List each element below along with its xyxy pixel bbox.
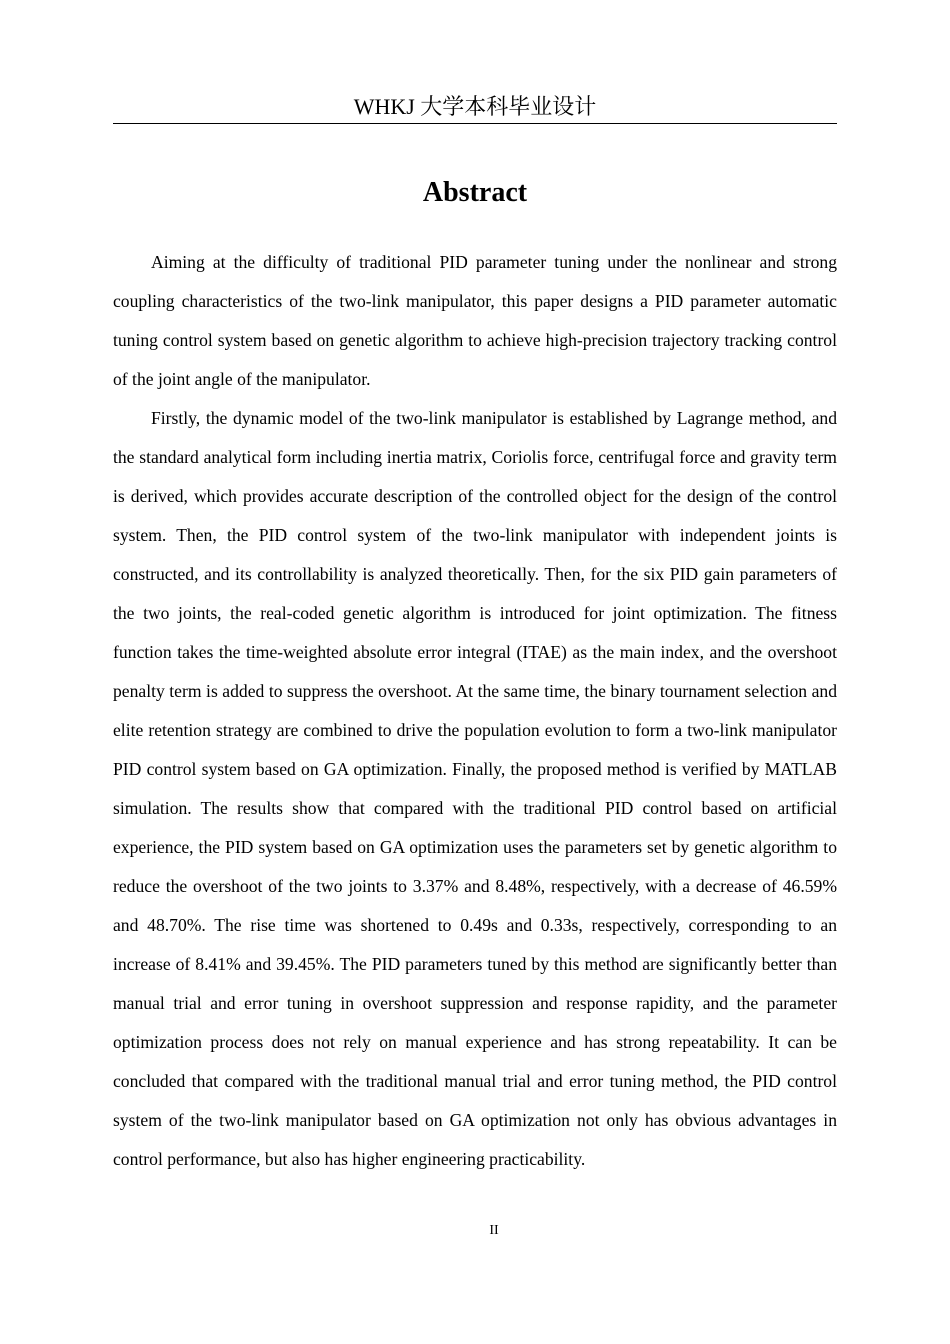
abstract-paragraph-2: Firstly, the dynamic model of the two-link manipulator is established by Lagrange method, and the standard analytical form including inertia matrix, Coriolis force, centrifugal force and gravity term is derived, which provides accurate description of the controlled object for the design of the control system. Then, the PID control system of the two-link manipulator with independent joints is constructed, and its controllability is analyzed theoretically. Then, for the six PID gain parameters of the two joints, the real-coded genetic algorithm is introduced for joint optimization. The fitness function takes the time-weighted absolute error integral (ITAE) as the main index, and the overshoot penalty term is added to suppress the overshoot. At the same time, the binary tournament selection and elite retention strategy are combined to drive the population evolution to form a two-link manipulator PID control system based on GA optimization. Finally, the proposed method is verified by MATLAB simulation. The results show that compared with the traditional PID control based on artificial experience, the PID system based on GA optimization uses the parameters set by genetic algorithm to reduce the overshoot of the two joints to 3.37% and 8.48%, respectively, with a decrease of 46.59% and 48.70%. The rise time was shortened to 0.49s and 0.33s, respectively, corresponding to an increase of 8.41% and 39.45%. The PID parameters tuned by this method are significantly better than manual trial and error tuning in overshoot suppression and response rapidity, and the parameter optimization process does not rely on manual experience and has strong repeatability. It can be concluded that compared with the traditional manual trial and error tuning method, the PID control system of the two-link manipulator based on GA optimization not only has obvious advantages in control performance, but also has higher engineering practicability. <box>113 408 837 1169</box>
abstract-title: Abstract <box>422 177 528 208</box>
page-number: II <box>489 1223 499 1238</box>
page-header: WHKJ 大学本科毕业设计 <box>353 94 597 119</box>
header-rule <box>113 123 837 124</box>
abstract-body <box>113 243 837 1179</box>
abstract-paragraph-1: Aiming at the difficulty of traditional PID parameter tuning under the nonlinear and strong coupling characteristics of the two-link manipulator, this paper designs a PID parameter automatic tuning control system based on genetic algorithm to achieve high-precision trajectory tracking control of the joint angle of the manipulator. <box>113 252 837 389</box>
